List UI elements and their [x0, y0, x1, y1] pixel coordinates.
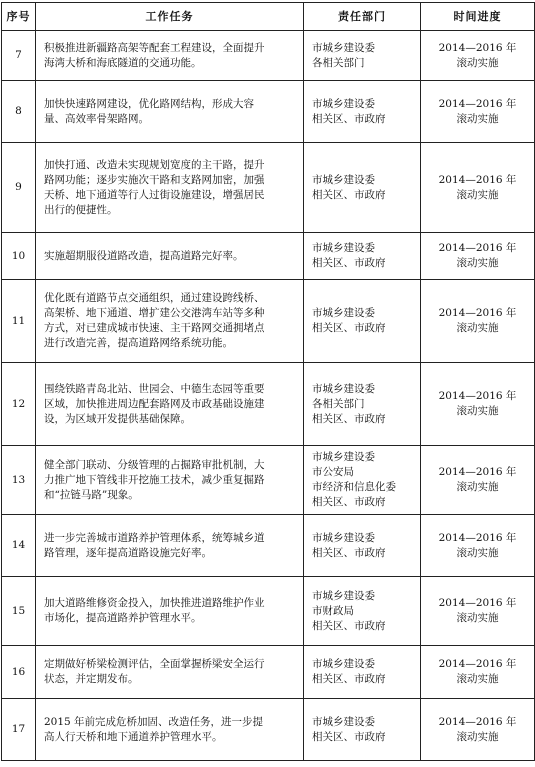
- table-row: [2, 646, 535, 699]
- task-cell: [36, 646, 304, 699]
- dept-cell-line: 市城乡建设委: [312, 97, 375, 110]
- time-cell-line: 滚动实施: [456, 673, 499, 685]
- time-cell-line: 2014—2016 年: [438, 242, 517, 254]
- dept-cell-line: 市城乡建设委: [312, 307, 375, 319]
- header-time: 时间进度: [421, 3, 535, 31]
- time-cell-line: 滚动实施: [456, 322, 499, 334]
- task-cell: [36, 143, 304, 233]
- task-cell-line: 围绕铁路青岛北站、世园会、中德生态园等重要: [44, 382, 265, 395]
- task-cell-line: 进行改造完善，提高道路网络系统功能。: [44, 337, 233, 349]
- time-cell-line: 滚动实施: [456, 112, 499, 125]
- dept-cell-line: 市城乡建设委: [312, 173, 375, 186]
- task-cell: [36, 699, 304, 761]
- row-number: 8: [2, 81, 36, 143]
- row-number: 7: [2, 31, 36, 81]
- dept-cell-line: 各相关部门: [312, 397, 365, 410]
- time-cell-line: 2014—2016 年: [438, 97, 517, 110]
- time-cell: [421, 81, 535, 143]
- dept-cell-line: 市城乡建设委: [312, 242, 375, 254]
- dept-cell-line: 市财政局: [312, 604, 354, 617]
- dept-cell-line: 相关区、市政府: [312, 188, 386, 201]
- dept-cell: [304, 363, 421, 446]
- time-cell-line: 2014—2016 年: [438, 307, 517, 319]
- dept-cell: [304, 577, 421, 646]
- dept-cell-line: 市城乡建设委: [312, 451, 375, 463]
- table-row: [2, 81, 535, 143]
- time-cell-line: 2014—2016 年: [438, 531, 517, 544]
- time-cell-line: 2014—2016 年: [438, 390, 517, 402]
- row-number: 11: [2, 280, 36, 363]
- dept-cell-line: 相关区、市政府: [312, 412, 386, 425]
- task-cell: [36, 233, 304, 280]
- dept-cell: [304, 81, 421, 143]
- task-cell-line: 市场化，提高道路养护管理水平。: [44, 612, 202, 624]
- task-cell-line: 高架桥、地下通道、增扩建公交港湾车站等多种: [44, 307, 265, 319]
- dept-cell-line: 市城乡建设委: [312, 589, 375, 602]
- task-cell: [36, 280, 304, 363]
- task-cell-line: 积极推进新疆路高架等配套工程建设，全面提升: [44, 41, 265, 54]
- dept-cell: [304, 143, 421, 233]
- task-cell-line: 设，为区域开发提供基础保障。: [44, 412, 191, 425]
- dept-cell-line: 相关区、市政府: [312, 257, 386, 269]
- table-row: [2, 699, 535, 761]
- time-cell-line: 2014—2016 年: [438, 41, 517, 54]
- time-cell-line: 滚动实施: [456, 481, 499, 493]
- task-cell-line: 路管理，逐年提高道路设施完好率。: [44, 546, 212, 559]
- time-cell: [421, 143, 535, 233]
- table-row: [2, 143, 535, 233]
- task-cell-line: 路网功能；逐步实施次干路和支路网加密，加强: [44, 173, 265, 186]
- task-cell: [36, 446, 304, 515]
- task-cell-line: 和“拉链马路”现象。: [44, 488, 139, 501]
- dept-cell-line: 市城乡建设委: [312, 658, 375, 670]
- table-header-row: [2, 3, 535, 31]
- row-number: 13: [2, 446, 36, 515]
- task-cell-line: 加快快速路网建设，优化路网结构，形成大容: [44, 97, 254, 110]
- time-cell: [421, 363, 535, 446]
- row-number: 14: [2, 515, 36, 577]
- time-cell-line: 滚动实施: [456, 612, 499, 624]
- time-cell: [421, 31, 535, 81]
- table-row: [2, 446, 535, 515]
- time-cell-line: 滚动实施: [456, 188, 499, 201]
- header-task: 工作任务: [36, 3, 304, 31]
- dept-cell-line: 市城乡建设委: [312, 382, 375, 395]
- task-cell: [36, 31, 304, 81]
- time-cell-line: 2014—2016 年: [438, 715, 517, 728]
- task-cell-line: 加快打通、改造未实现规划宽度的主干路，提升: [44, 158, 265, 171]
- task-cell-line: 定期做好桥梁检测评估，全面掌握桥梁安全运行: [44, 658, 265, 670]
- task-cell-line: 海湾大桥和海底隧道的交通功能。: [44, 56, 202, 69]
- task-cell-line: 2015 年前完成危桥加固、改造任务，进一步提: [44, 715, 264, 728]
- task-cell-line: 优化既有道路节点交通组织，通过建设跨线桥、: [44, 292, 265, 304]
- dept-cell-line: 市经济和信息化委: [312, 481, 396, 493]
- time-cell-line: 滚动实施: [456, 56, 499, 69]
- time-cell: [421, 446, 535, 515]
- dept-cell: [304, 31, 421, 81]
- row-number: 17: [2, 699, 36, 761]
- dept-cell: [304, 699, 421, 761]
- dept-cell: [304, 280, 421, 363]
- time-cell-line: 2014—2016 年: [438, 597, 517, 609]
- dept-cell-line: 相关区、市政府: [312, 730, 386, 743]
- time-cell-line: 2014—2016 年: [438, 466, 517, 478]
- time-cell-line: 滚动实施: [456, 546, 499, 559]
- row-number: 9: [2, 143, 36, 233]
- dept-cell: [304, 233, 421, 280]
- task-cell-line: 区域，加快推进周边配套路网及市政基础设施建: [44, 397, 265, 410]
- table-row: [2, 515, 535, 577]
- header-seq: 序号: [2, 3, 36, 31]
- table-row: [2, 577, 535, 646]
- dept-cell-line: 相关区、市政府: [312, 546, 386, 559]
- task-cell: [36, 577, 304, 646]
- dept-cell-line: 各相关部门: [312, 56, 365, 69]
- row-number: 10: [2, 233, 36, 280]
- task-cell-line: 状态，并定期发布。: [44, 673, 139, 685]
- time-cell: [421, 233, 535, 280]
- dept-cell: [304, 515, 421, 577]
- dept-cell-line: 相关区、市政府: [312, 496, 386, 508]
- time-cell-line: 2014—2016 年: [438, 173, 517, 186]
- task-cell: [36, 363, 304, 446]
- task-cell-line: 健全部门联动、分级管理的占掘路审批机制，大: [44, 458, 265, 471]
- task-cell-line: 进一步完善城市道路养护管理体系，统筹城乡道: [44, 531, 265, 544]
- dept-cell-line: 相关区、市政府: [312, 619, 386, 632]
- task-cell-line: 量、高效率骨架路网。: [44, 112, 149, 125]
- dept-cell-line: 市公安局: [312, 466, 354, 478]
- task-cell: [36, 81, 304, 143]
- dept-cell: [304, 646, 421, 699]
- table-row: [2, 233, 535, 280]
- task-cell-line: 加大道路维修资金投入，加快推进道路维护作业: [44, 597, 265, 609]
- task-cell-line: 高人行天桥和地下通道养护管理水平。: [44, 730, 223, 743]
- time-cell: [421, 699, 535, 761]
- row-number: 12: [2, 363, 36, 446]
- time-cell-line: 滚动实施: [456, 257, 499, 269]
- row-number: 15: [2, 577, 36, 646]
- dept-cell-line: 市城乡建设委: [312, 715, 375, 728]
- task-table: [1, 2, 535, 761]
- time-cell: [421, 515, 535, 577]
- table-row: [2, 363, 535, 446]
- header-dept: 责任部门: [304, 3, 421, 31]
- task-cell: [36, 515, 304, 577]
- task-cell-line: 天桥、地下通道等行人过街设施建设，增强居民: [44, 188, 265, 201]
- row-number: 16: [2, 646, 36, 699]
- task-cell-line: 力推广地下管线非开挖施工技术，减少重复掘路: [44, 473, 265, 486]
- dept-cell-line: 相关区、市政府: [312, 322, 386, 334]
- table-row: [2, 280, 535, 363]
- time-cell: [421, 577, 535, 646]
- table-row: [2, 31, 535, 81]
- time-cell-line: 滚动实施: [456, 405, 499, 417]
- dept-cell-line: 市城乡建设委: [312, 41, 375, 54]
- task-cell-line: 方式，对已建成城市快速、主干路网交通拥堵点: [44, 322, 265, 334]
- task-cell-line: 实施超期服役道路改造，提高道路完好率。: [44, 249, 244, 262]
- time-cell: [421, 280, 535, 363]
- dept-cell-line: 相关区、市政府: [312, 673, 386, 685]
- time-cell-line: 2014—2016 年: [438, 658, 517, 670]
- dept-cell-line: 市城乡建设委: [312, 531, 375, 544]
- task-cell-line: 出行的便捷性。: [44, 203, 118, 216]
- time-cell: [421, 646, 535, 699]
- time-cell-line: 滚动实施: [456, 730, 499, 743]
- dept-cell: [304, 446, 421, 515]
- dept-cell-line: 相关区、市政府: [312, 112, 386, 125]
